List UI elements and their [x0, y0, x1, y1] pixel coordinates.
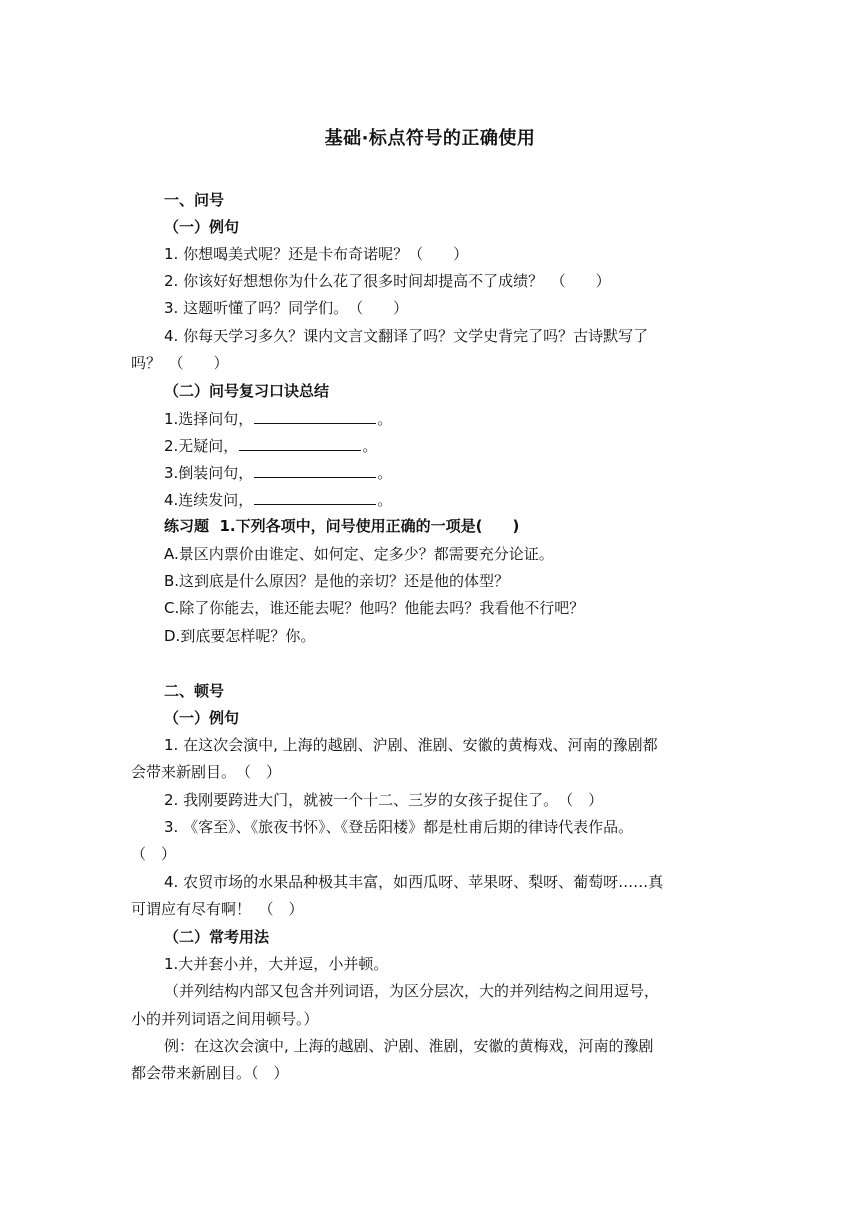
section-heading-pause-mark: 二、顿号 — [164, 682, 225, 700]
usage-note-continued: 小的并列词语之间用顿号。） — [131, 1010, 319, 1028]
example-line: 3. 《客至》、《旅夜书怀》、《登岳阳楼》都是杜甫后期的律诗代表作品。 — [164, 818, 634, 836]
exercise-text: 1.下列各项中，问号使用正确的一项是( ) — [219, 517, 520, 535]
usage-example: 例：在这次会演中, 上海的越剧、沪剧、淮剧，安徽的黄梅戏，河南的豫剧 — [164, 1037, 654, 1055]
option-b: B.这到底是什么原因？是他的亲切？还是他的体型？ — [164, 572, 510, 590]
usage-note: （并列结构内部又包含并列词语，为区分层次，大的并列结构之间用逗号， — [164, 982, 660, 1000]
mnemonic-item — [164, 489, 392, 510]
mnemonic-label: 2.无疑问， — [164, 437, 239, 455]
option-a: A.景区内票价由谁定、如何定、定多少？都需要充分论证。 — [164, 545, 554, 563]
example-line: 3. 这题听懂了吗？同学们。 （ ） — [164, 299, 409, 317]
subsection-examples: （一）例句 — [164, 218, 240, 236]
subsection-common-usage: （二）常考用法 — [164, 928, 270, 946]
subsection-mnemonic: （二）问号复习口诀总结 — [164, 382, 330, 400]
mnemonic-label: 1.选择问句， — [164, 410, 254, 428]
fill-blank[interactable] — [254, 489, 376, 505]
exercise-label: 练习题 — [164, 517, 210, 535]
fill-blank[interactable] — [239, 435, 361, 451]
period: 。 — [377, 410, 393, 428]
option-d: D.到底要怎样呢？你。 — [164, 627, 316, 645]
fill-blank[interactable] — [254, 462, 376, 478]
example-line: 1. 你想喝美式呢？还是卡布奇诺呢？（ ） — [164, 245, 469, 263]
period: 。 — [377, 464, 393, 482]
period: 。 — [362, 437, 378, 455]
section-heading-question-mark: 一、问号 — [164, 191, 225, 209]
example-line: 4. 农贸市场的水果品种极其丰富，如西瓜呀、苹果呀、梨呀、葡萄呀……真 — [164, 873, 664, 891]
fill-blank[interactable] — [254, 408, 376, 424]
usage-rule: 1.大并套小并，大并逗，小并顿。 — [164, 955, 389, 973]
example-line: 4. 你每天学习多久？课内文言文翻译了吗？文学史背完了吗？古诗默写了 — [164, 327, 649, 345]
mnemonic-item — [164, 462, 392, 483]
mnemonic-label: 4.连续发问， — [164, 491, 254, 509]
example-line: 1. 在这次会演中, 上海的越剧、沪剧、淮剧、安徽的黄梅戏、河南的豫剧都 — [164, 736, 658, 754]
example-line-continued: 可谓应有尽有啊！ （ ） — [131, 900, 304, 918]
mnemonic-item — [164, 408, 392, 429]
example-line-continued: 吗？ （ ） — [131, 354, 229, 372]
example-line: 2. 我刚要跨进大门，就被一个十二、三岁的女孩子捉住了。 （ ） — [164, 791, 604, 809]
option-c: C.除了你能去，谁还能去呢？他吗？他能去吗？我看他不行吧？ — [164, 599, 585, 617]
example-line: 2. 你该好好想想你为什么花了很多时间却提高不了成绩？ （ ） — [164, 272, 611, 290]
document-title: 基础·标点符号的正确使用 — [324, 128, 536, 149]
example-line-continued: （ ） — [131, 845, 177, 863]
period: 。 — [377, 491, 393, 509]
mnemonic-item — [164, 435, 377, 456]
example-line-continued: 会带来新剧目。 （ ） — [131, 763, 282, 781]
mnemonic-label: 3.倒装问句， — [164, 464, 254, 482]
exercise-question — [164, 516, 519, 536]
usage-example-continued: 都会带来新剧目。（ ） — [131, 1064, 289, 1082]
subsection-examples: （一）例句 — [164, 709, 240, 727]
